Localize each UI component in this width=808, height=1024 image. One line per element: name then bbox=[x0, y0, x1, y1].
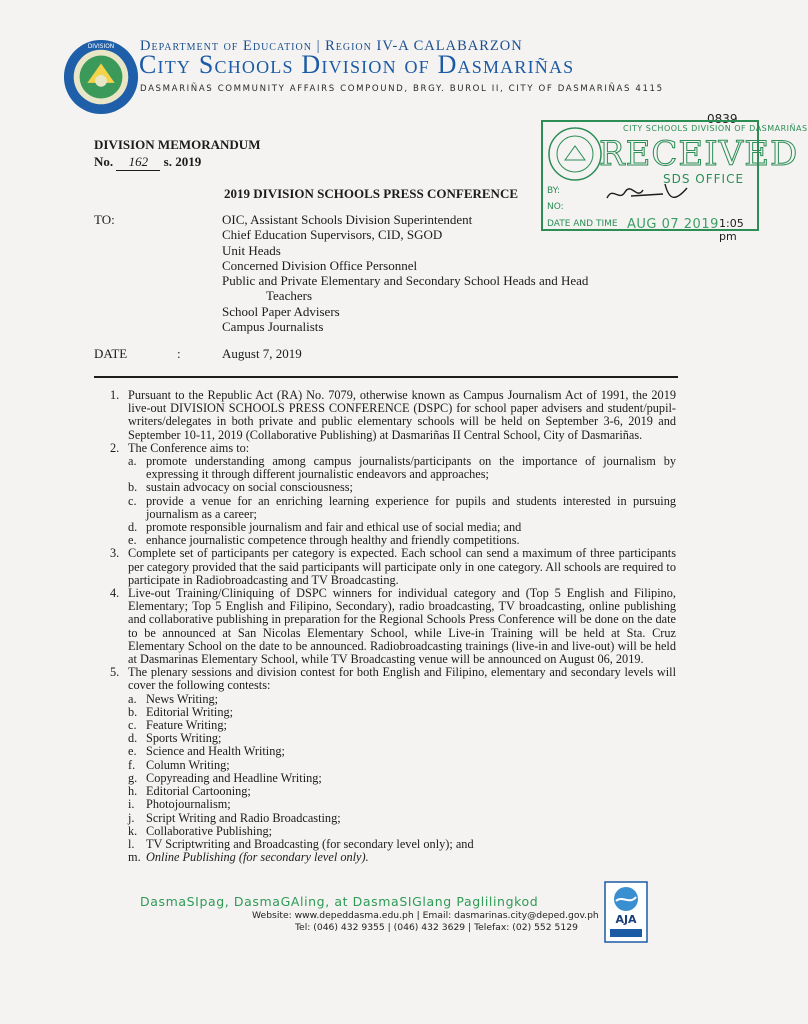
list-item-text: sustain advocacy on social consciousness; bbox=[146, 480, 353, 495]
recipient-list bbox=[222, 212, 622, 334]
contest-item bbox=[110, 759, 676, 772]
division-name: City Schools Division of Dasmariñas bbox=[139, 50, 575, 79]
memo-number-prefix: No. bbox=[94, 154, 114, 169]
aim-item bbox=[110, 455, 676, 481]
paragraph-4 bbox=[110, 587, 676, 666]
division-motto: DasmaSIpag, DasmaGAling, at DasmaSIGlang Paglilingkod bbox=[140, 894, 539, 909]
department-heading: Department of Education | Region IV-A CALABARZON bbox=[140, 38, 523, 54]
aja-badge-text: AJA bbox=[615, 913, 637, 926]
aja-certification-badge-icon bbox=[604, 881, 648, 943]
list-item-letter: h. bbox=[128, 784, 138, 799]
paragraph-5 bbox=[110, 666, 676, 692]
memo-number bbox=[94, 154, 201, 171]
stamp-division-text: CITY SCHOOLS DIVISION OF DASMARIÑAS bbox=[623, 124, 808, 133]
paragraph-number: 4. bbox=[110, 586, 120, 601]
list-item-text: Science and Health Writing; bbox=[146, 744, 285, 759]
recipient-item: School Paper Advisers bbox=[222, 303, 340, 319]
paragraph-text: The plenary sessions and division contest for both English and Filipino, elementary and secondary levels will cover the following contests: bbox=[128, 665, 676, 693]
stamp-date-value: AUG 07 2019 bbox=[627, 217, 719, 232]
signature-icon bbox=[603, 180, 693, 206]
recipient-item: Campus Journalists bbox=[222, 319, 324, 335]
aim-item bbox=[110, 481, 676, 494]
paragraph-text: Live-out Training/Cliniquing of DSPC winners for individual category and (Top 5 English and Filipino, Elementary; Top 5 English and Filipino, Secondary), radio broadcasting, TV broadcasting, online publishing and collaborative publishing in preparation for the Regional Schools Press Conference will be done on the date to be announced at San Nicolas Elementary School, while Live-in Training will be held at Sta. Cruz Elementary School on the date to be announced. Radiobroadcasting trainings (live-in and live-out) will be held at Dasmarinas Elementary School, while TV Broadcasting venue will be announced on August 06, 2019. bbox=[128, 586, 676, 667]
contest-item bbox=[110, 693, 676, 706]
list-item-letter: j. bbox=[128, 810, 135, 825]
date-colon: : bbox=[177, 346, 181, 361]
stamp-date-label: DATE AND TIME bbox=[547, 219, 618, 229]
stamp-seal-icon bbox=[545, 124, 605, 184]
list-item-text: Feature Writing; bbox=[146, 718, 227, 733]
list-item-letter: c. bbox=[128, 718, 137, 733]
stamp-control-number: 0839 bbox=[707, 112, 738, 126]
list-item-letter: a. bbox=[128, 691, 137, 706]
memo-body bbox=[110, 389, 676, 864]
list-item-letter: k. bbox=[128, 823, 138, 838]
contest-item bbox=[110, 745, 676, 758]
divider-rule bbox=[94, 376, 678, 378]
recipient-item: Unit Heads bbox=[222, 242, 281, 258]
to-label: TO: bbox=[94, 212, 115, 227]
list-item-letter: i. bbox=[128, 797, 135, 812]
svg-text:DIVISION: DIVISION bbox=[87, 43, 115, 50]
paragraph-number: 3. bbox=[110, 546, 120, 561]
paragraph-text: The Conference aims to: bbox=[128, 440, 250, 455]
footer-phone-numbers: Tel: (046) 432 9355 | (046) 432 3629 | Telefax: (02) 552 5129 bbox=[295, 922, 578, 933]
list-item-text: enhance journalistic competence through healthy and friendly competitions. bbox=[146, 533, 520, 548]
list-item-letter: f. bbox=[128, 757, 136, 772]
paragraph-number: 1. bbox=[110, 388, 120, 402]
list-item-text: Column Writing; bbox=[146, 757, 230, 772]
contest-list bbox=[110, 693, 676, 865]
paragraph-number: 2. bbox=[110, 440, 120, 455]
footer-website-email: Website: www.depeddasma.edu.ph | Email: dasmarinas.city@deped.gov.ph bbox=[252, 910, 599, 921]
list-item-text: Photojournalism; bbox=[146, 797, 231, 812]
recipient-item: Public and Private Elementary and Secondary School Heads and Head bbox=[222, 273, 589, 289]
list-item-text: TV Scriptwriting and Broadcasting (for secondary level only); and bbox=[146, 836, 474, 851]
recipient-item: Chief Education Supervisors, CID, SGOD bbox=[222, 227, 443, 243]
memo-title: DIVISION MEMORANDUM bbox=[94, 137, 261, 152]
list-item-text: News Writing; bbox=[146, 691, 219, 706]
list-item-text: provide a venue for an enriching learning experience for pupils and students interested in pursuing journalism as a career; bbox=[146, 493, 676, 521]
list-item-text: Editorial Writing; bbox=[146, 704, 234, 719]
stamp-no-label: NO: bbox=[547, 202, 564, 212]
memo-date: August 7, 2019 bbox=[222, 346, 302, 361]
contest-item bbox=[110, 825, 676, 838]
contest-item bbox=[110, 851, 676, 864]
recipient-item: Concerned Division Office Personnel bbox=[222, 257, 418, 273]
paragraph-text: Complete set of participants per category is expected. Each school can send a maximum of three participants per category provided that the said participants will participate only in one category. All schools are required to participate in Radiobroadcasting and TV Broadcasting. bbox=[128, 546, 676, 587]
list-item-text: Editorial Cartooning; bbox=[146, 784, 251, 799]
list-item-text: Online Publishing (for secondary level only). bbox=[146, 850, 369, 865]
paragraph-number: 5. bbox=[110, 665, 120, 680]
list-item-letter: b. bbox=[128, 704, 138, 719]
list-item-letter: d. bbox=[128, 520, 138, 535]
paragraph-1 bbox=[110, 389, 676, 442]
list-item-text: promote responsible journalism and fair and ethical use of social media; and bbox=[146, 520, 522, 535]
list-item-letter: c. bbox=[128, 493, 137, 508]
memo-number-value: 162 bbox=[116, 154, 160, 171]
stamp-by-label: BY: bbox=[547, 186, 561, 196]
list-item-letter: l. bbox=[128, 836, 135, 851]
recipient-item: OIC, Assistant Schools Division Superintendent bbox=[222, 212, 473, 227]
list-item-text: Copyreading and Headline Writing; bbox=[146, 770, 322, 785]
stamp-time-value: 1:05 pm bbox=[719, 217, 744, 243]
memo-series: s. 2019 bbox=[163, 154, 202, 169]
list-item-text: promote understanding among campus journalists/participants on the importance of journalism by expressing it through different journalistic endeavors and approaches; bbox=[146, 454, 676, 482]
contest-item bbox=[110, 812, 676, 825]
division-seal-logo bbox=[62, 38, 140, 116]
stamp-received-text: RECEIVED bbox=[599, 134, 799, 174]
paragraph-3 bbox=[110, 547, 676, 587]
list-item-text: Sports Writing; bbox=[146, 731, 222, 746]
division-address: DASMARIÑAS COMMUNITY AFFAIRS COMPOUND, BRGY. BUROL II, CITY OF DASMARIÑAS 4115 bbox=[140, 84, 664, 94]
aim-item bbox=[110, 495, 676, 521]
list-item-letter: e. bbox=[128, 744, 137, 759]
paragraph-text: Pursuant to the Republic Act (RA) No. 7079, otherwise known as Campus Journalism Act of 1991, the 2019 live-out DIVISION SCHOOLS PRESS CONFERENCE (DSPC) for school paper advisers and student/pupil-writers/delegates in both private and public elementary schools will be held on September 3-6, 2019 and September 10-11, 2019 (Collaborative Publishing) at Dasmariñas II Central School, City of Dasmariñas. bbox=[128, 388, 676, 442]
recipient-item: Teachers bbox=[266, 288, 313, 304]
list-item-letter: d. bbox=[128, 731, 138, 746]
stamp-office-text: SDS OFFICE bbox=[663, 172, 745, 186]
list-item-letter: g. bbox=[128, 770, 138, 785]
list-item-letter: m. bbox=[128, 850, 141, 865]
memo-subject: 2019 DIVISION SCHOOLS PRESS CONFERENCE bbox=[224, 186, 519, 201]
list-item-letter: e. bbox=[128, 533, 137, 548]
list-item-text: Collaborative Publishing; bbox=[146, 823, 273, 838]
list-item-letter: a. bbox=[128, 454, 137, 469]
date-label: DATE bbox=[94, 346, 128, 361]
aims-list bbox=[110, 455, 676, 547]
list-item-text: Script Writing and Radio Broadcasting; bbox=[146, 810, 341, 825]
list-item-letter: b. bbox=[128, 480, 138, 495]
contest-item bbox=[110, 798, 676, 811]
